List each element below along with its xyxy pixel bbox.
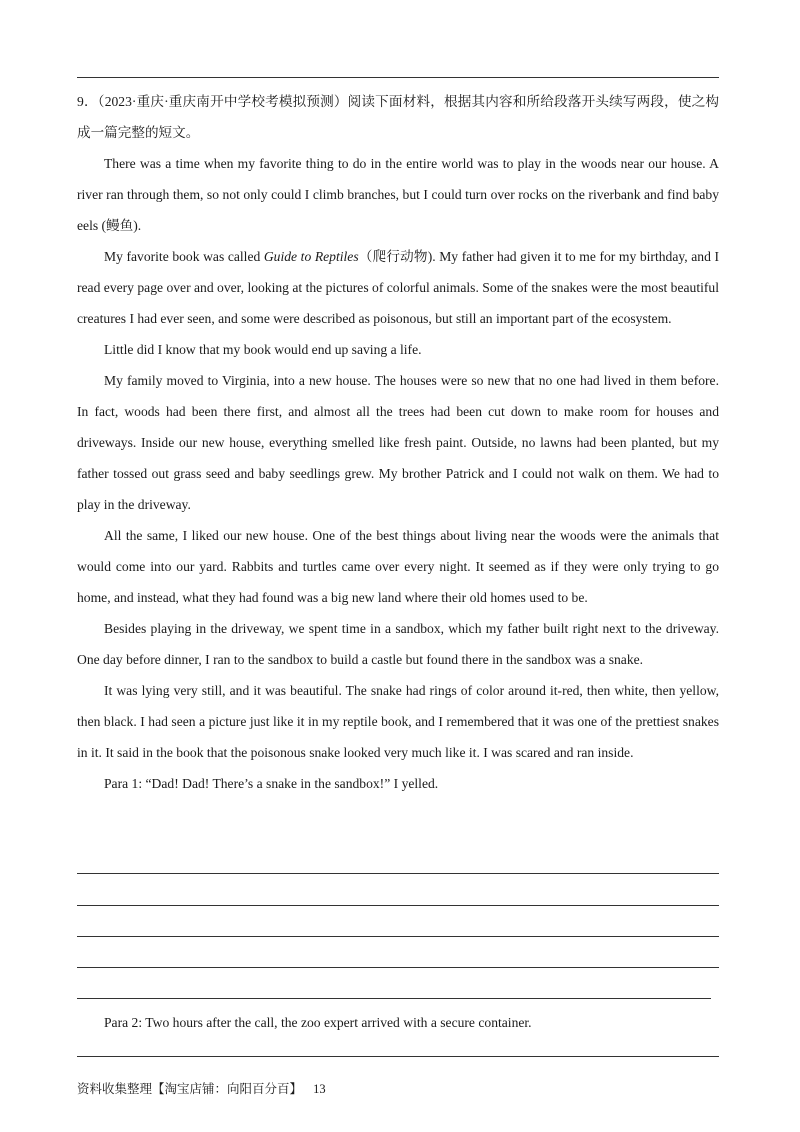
book-title: Guide to Reptiles (263, 249, 359, 264)
answer-line[interactable] (77, 998, 711, 999)
header-rule (77, 77, 719, 78)
answer-line[interactable] (77, 1056, 719, 1057)
footer-source: 资料收集整理【淘宝店铺：向阳百分百】 (77, 1082, 303, 1096)
passage-paragraph-4: My family moved to Virginia, into a new house. The houses were so new that no one had lived in them before. In fact, woods had been there first, and almost all the trees had been cut down to make room for houses and driveways. Inside our new house, everything smelled like fresh paint. Outside, no lawns had been planted, but my father tossed out grass seed and baby seedlings grew. My brother Patrick and I could not walk on them. We had to play in the driveway. (77, 373, 719, 512)
passage-paragraph-1: There was a time when my favorite thing to do in the entire world was to play in the woods near our house. A river ran through them, so not only could I climb branches, but I could turn over rocks on the riverbank and find baby eels (鳗鱼). (77, 156, 719, 233)
question-number: 9． (77, 94, 98, 109)
question-body (77, 86, 719, 799)
answer-line[interactable] (77, 873, 719, 874)
passage-paragraph-6: Besides playing in the driveway, we spent time in a sandbox, which my father built right next to the driveway. One day before dinner, I ran to the sandbox to build a castle but found there in the sandbox was a snake. (77, 621, 719, 667)
paragraph-2-rest: （爬行动物). My father had given it to me for my birthday, and I read every page over and over, looking at the pictures of colorful animals. Some of the snakes were the most beautiful creatures I had ever seen, and some were described as poisonous, but still an important part of the ecosystem. (77, 249, 719, 326)
question-heading (77, 86, 719, 148)
page-number: 13 (313, 1082, 326, 1096)
passage-paragraph-3: Little did I know that my book would end up saving a life. (104, 342, 422, 357)
paragraph-2-lead: My favorite book was called (104, 249, 264, 264)
passage-paragraph-5: All the same, I liked our new house. One of the best things about living near the woods were the animals that would come into our yard. Rabbits and turtles came over every night. It seemed as if they were only trying to go home, and instead, what they had found was a big new land where their old homes used to be. (77, 528, 719, 605)
answer-line[interactable] (77, 967, 719, 968)
passage-paragraph-2 (77, 241, 719, 334)
passage-paragraph-7: It was lying very still, and it was beautiful. The snake had rings of color around it-red, then white, then yellow, then black. I had seen a picture just like it in my reptile book, and I remembered that it was one of the prettiest snakes in it. It said in the book that the poisonous snake looked very much like it. I was scared and ran inside. (77, 683, 719, 760)
para2-prompt: Para 2: Two hours after the call, the zoo expert arrived with a secure container. (104, 1015, 532, 1030)
answer-line[interactable] (77, 905, 719, 906)
question-instruction: （2023·重庆·重庆南开中学校考模拟预测）阅读下面材料，根据其内容和所给段落开头续写两段，使之构成一篇完整的短文。 (77, 94, 719, 140)
page-footer (77, 1080, 326, 1098)
answer-line[interactable] (77, 936, 719, 937)
para1-prompt: Para 1: “Dad! Dad! There’s a snake in the sandbox!” I yelled. (104, 776, 439, 791)
